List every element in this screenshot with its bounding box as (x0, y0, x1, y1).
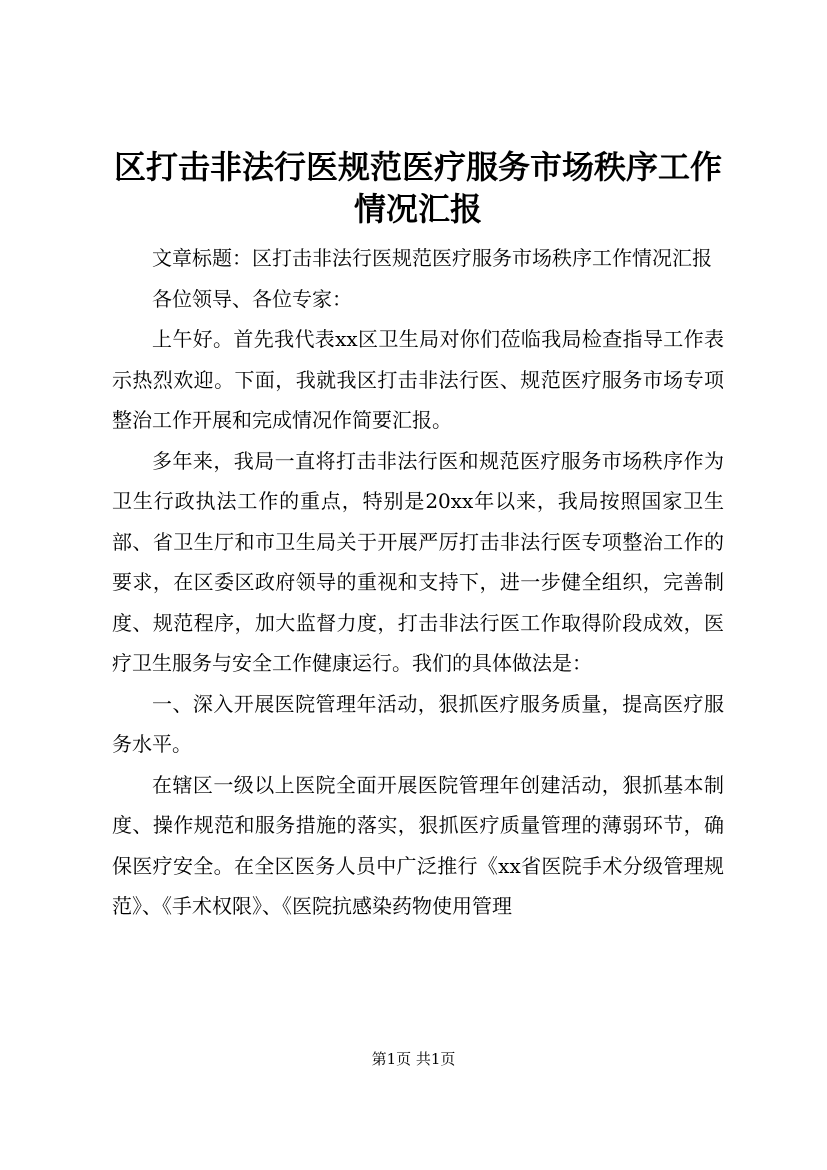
paragraph-article-title: 文章标题：区打击非法行医规范医疗服务市场秩序工作情况汇报 (152, 246, 712, 270)
paragraph-overview: 多年来，我局一直将打击非法行医和规范医疗服务市场秩序作为卫生行政执法工作的重点，特别是20xx年以来，我局按照国家卫生部、省卫生厅和市卫生局关于开展严厉打击非法行医专项整治工作的要求，在区委区政府领导的重视和支持下，进一步健全组织，完善制度、规范程序，加大监督力度，打击非法行医工作取得阶段成效，医疗卫生服务与安全工作健康运行。我们的具体做法是： (112, 448, 724, 675)
document-body (112, 238, 724, 927)
paragraph-salutation: 各位领导、各位专家： (152, 286, 352, 311)
paragraph-greeting: 上午好。首先我代表xx区卫生局对你们莅临我局检查指导工作表示热烈欢迎。下面，我就我区打击非法行医、规范医疗服务市场专项整治工作开展和完成情况作简要汇报。 (112, 327, 724, 432)
document-title: 区打击非法行医规范医疗服务市场秩序工作情况汇报 (113, 148, 722, 228)
paragraph-section-heading: 一、深入开展医院管理年活动，狠抓医疗服务质量，提高医疗服务水平。 (112, 691, 724, 756)
paragraph-section-body: 在辖区一级以上医院全面开展医院管理年创建活动，狠抓基本制度、操作规范和服务措施的落实，狠抓医疗质量管理的薄弱环节，确保医疗安全。在全区医务人员中广泛推行《xx省医院手术分级管理规范》、《手术权限》、《医院抗感染药物使用管理 (112, 772, 724, 918)
page-footer: 第1页 共1页 (371, 1050, 456, 1068)
